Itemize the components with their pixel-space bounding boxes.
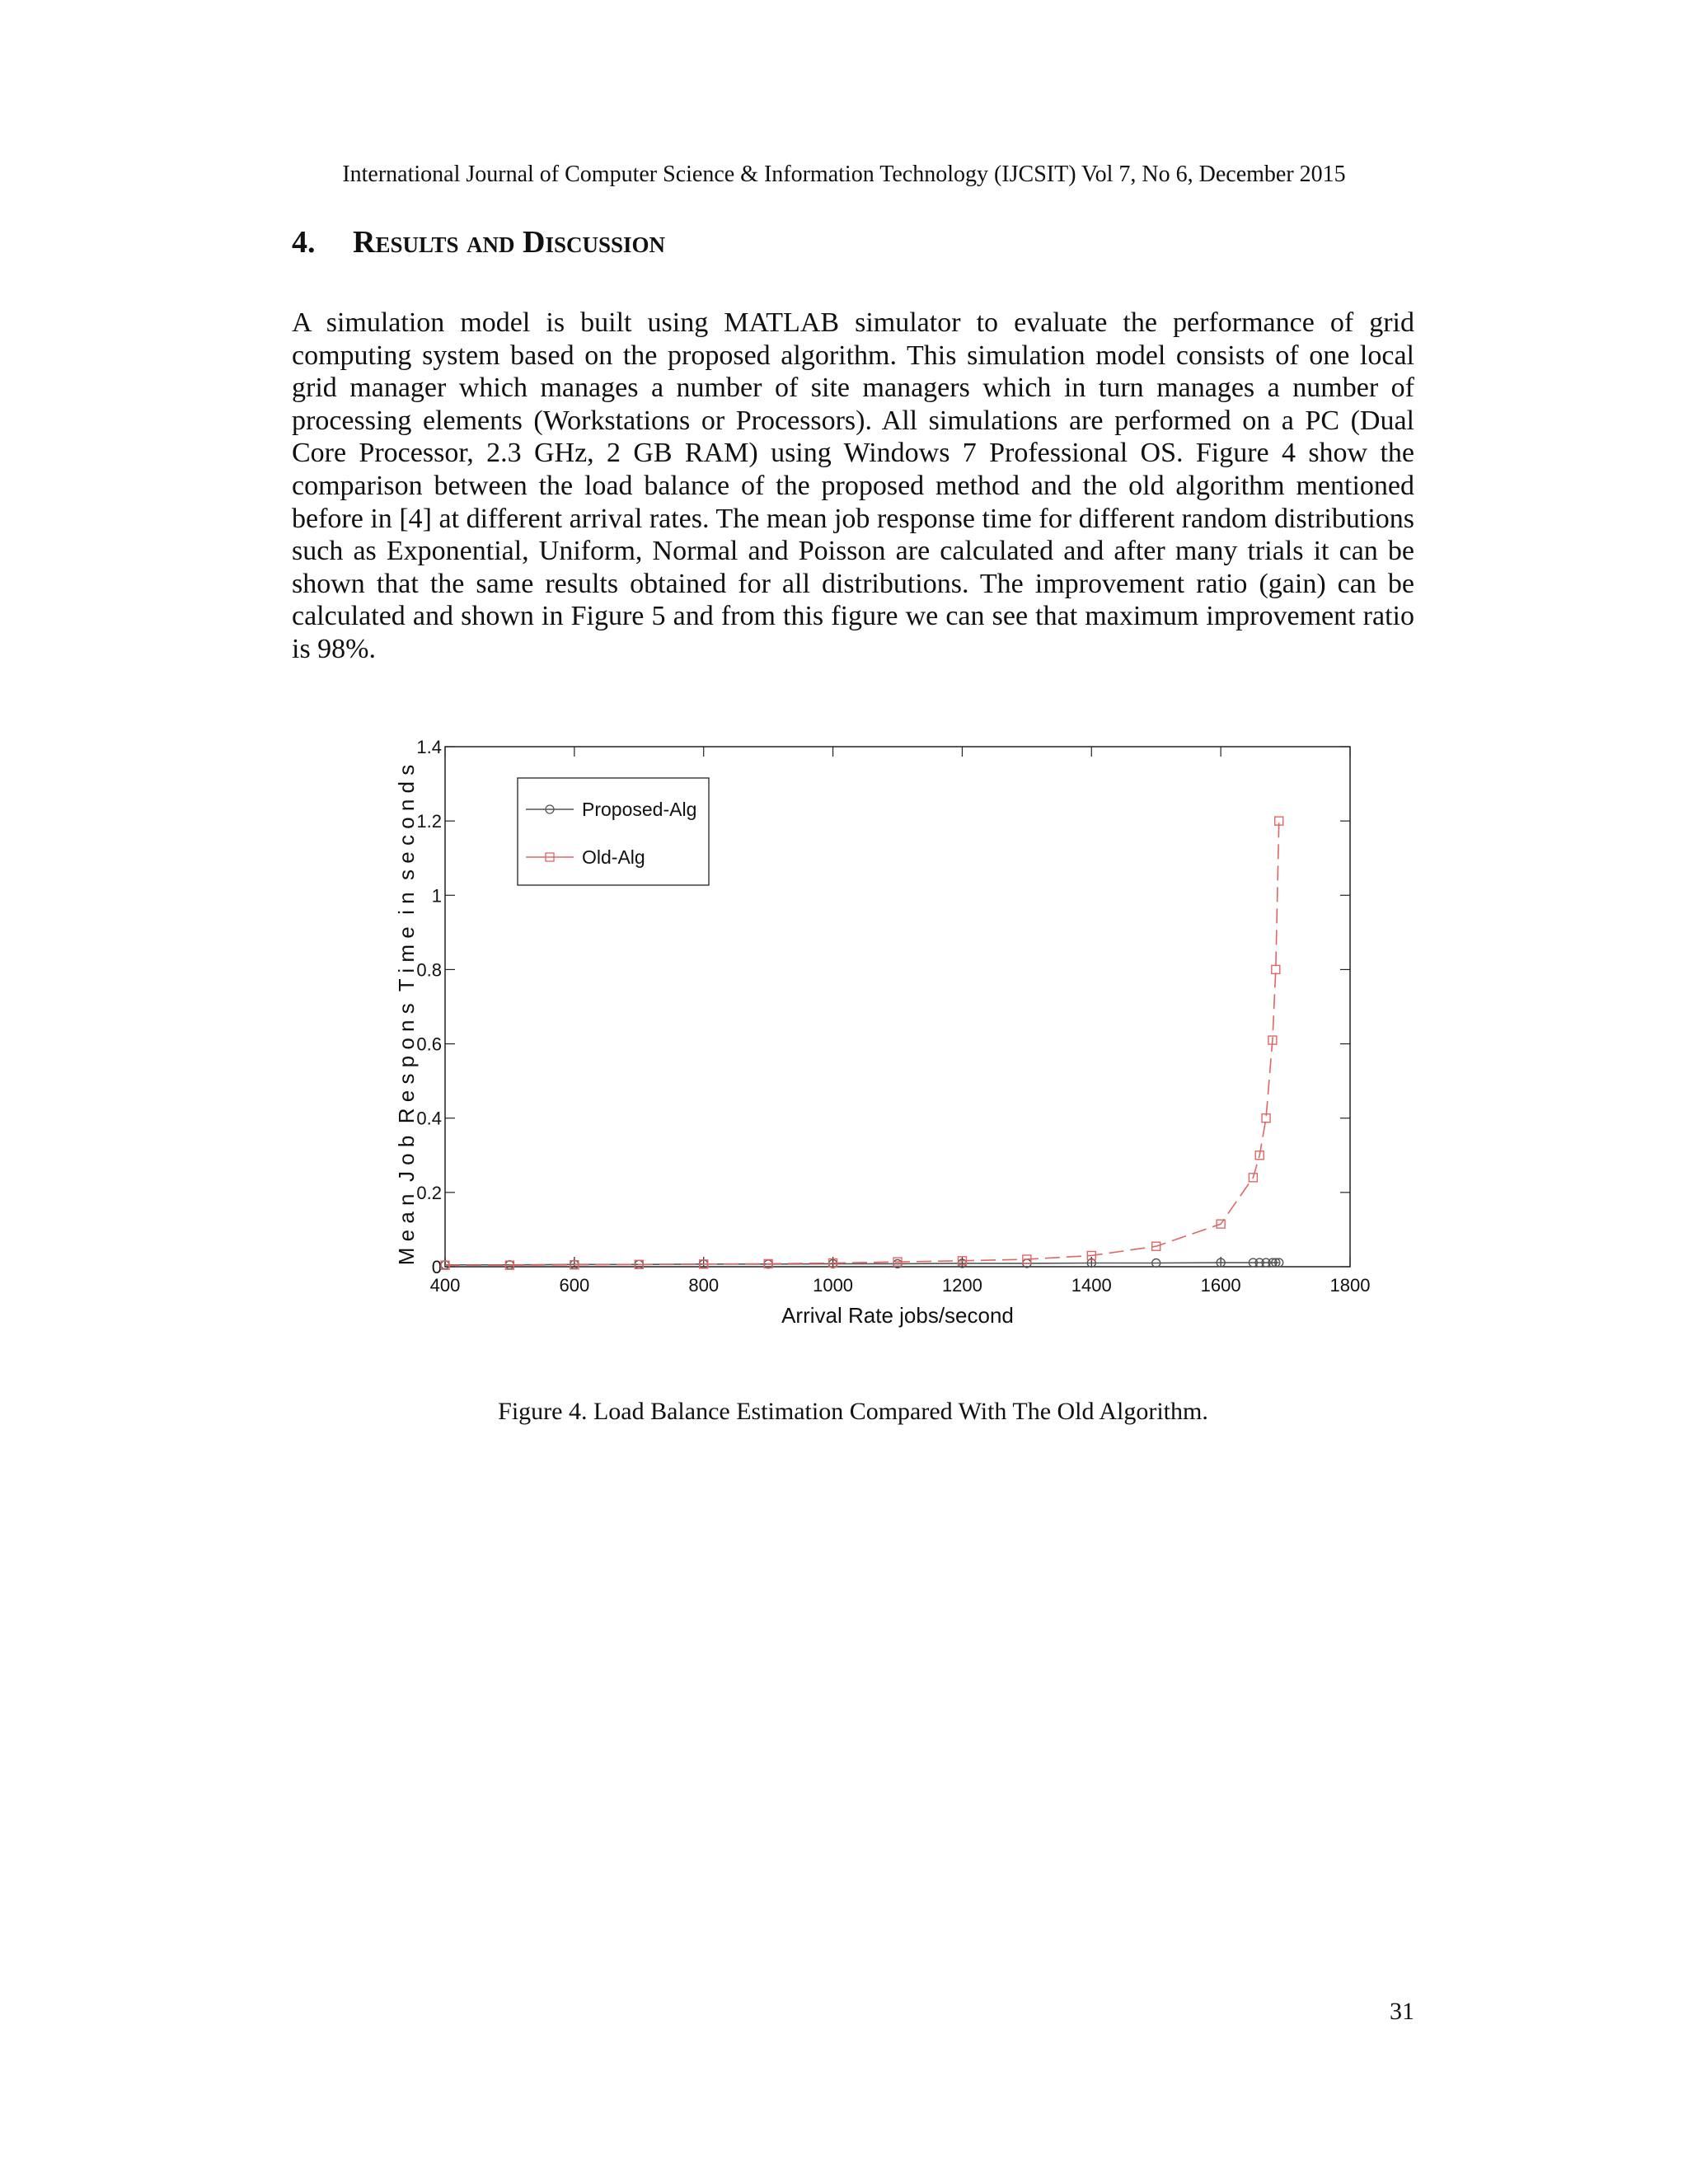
y-tick-label: 0.6 [416, 1033, 442, 1055]
x-tick-label: 1400 [1071, 1275, 1112, 1296]
y-tick-label: 0 [431, 1257, 442, 1277]
y-tick-label: 0.8 [416, 959, 442, 981]
x-tick-label: 800 [688, 1275, 720, 1296]
x-tick-label: 1000 [813, 1275, 854, 1296]
running-header: International Journal of Computer Science & Information Technology (IJCSIT) Vol 7, No 6, December 2015 [342, 162, 1346, 187]
section-title: Results and Discussion [353, 225, 666, 260]
section-heading [292, 224, 665, 260]
legend-label: Proposed-Alg [582, 799, 697, 820]
response-time-chart [379, 725, 1385, 1335]
legend-box [518, 778, 709, 885]
body-paragraph: A simulation model is built using MATLAB simulator to evaluate the performance of grid computing system based on the proposed algorithm. This simulation model consists of one local grid manager which manages a number of site managers which in turn manages a number of processing elements (Workstations or Processors). All simulations are performed on a PC (Dual Core Processor, 2.3 GHz, 2 GB RAM) using Windows 7 Professional OS. Figure 4 show the comparison between the load balance of the proposed method and the old algorithm mentioned before in [4] at different arrival rates. The mean job response time for different random distributions such as Exponential, Uniform, Normal and Poisson are calculated and after many trials it can be shown that the same results obtained for all distributions. The improvement ratio (gain) can be calculated and shown in Figure 5 and from this figure we can see that maximum improvement ratio is 98%. [292, 307, 1414, 664]
x-axis-title: Arrival Rate jobs/second [781, 1303, 1014, 1328]
x-tick-label: 400 [429, 1275, 461, 1296]
figure-caption: Figure 4. Load Balance Estimation Compared With The Old Algorithm. [498, 1398, 1208, 1425]
x-tick-label: 1600 [1200, 1275, 1241, 1296]
legend-label: Old-Alg [582, 846, 645, 868]
x-tick-label: 600 [559, 1275, 590, 1296]
x-tick-label: 1800 [1329, 1275, 1371, 1296]
section-number: 4. [292, 225, 316, 260]
y-tick-label: 1.2 [416, 811, 442, 832]
y-tick-label: 1.4 [416, 737, 442, 757]
y-tick-label: 0.2 [416, 1182, 442, 1203]
page-number: 31 [1390, 1998, 1414, 2025]
x-tick-label: 1200 [941, 1275, 982, 1296]
y-tick-label: 1 [431, 885, 442, 907]
y-axis-title: M e a n J o b R e s p o n s T i m e i n s e c o n d s [394, 764, 419, 1266]
y-tick-label: 0.4 [416, 1108, 442, 1129]
figure-4 [379, 725, 1385, 1335]
